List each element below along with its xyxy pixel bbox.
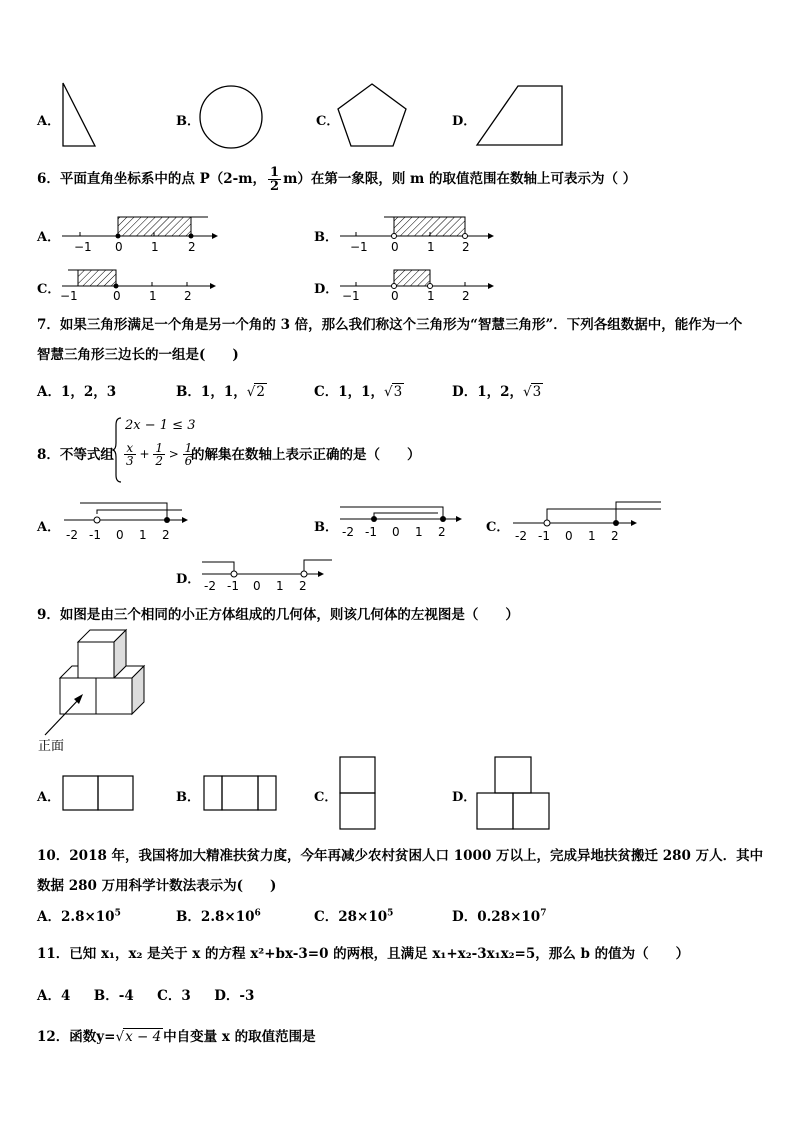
q6-suffix: m）在第一象限，则 m 的取值范围在数轴上可表示为（ ） [283, 171, 637, 187]
q7-option-c-root: 3 [393, 384, 403, 400]
q7-option-d-text: 1，2， [477, 384, 524, 400]
q10-option-c-label: C． [314, 909, 339, 925]
q10-option-d-label: D． [452, 909, 478, 925]
q8-option-b-label[interactable]: B． [314, 520, 338, 535]
q6-question [37, 166, 636, 193]
q11-option-a-label: A． [37, 988, 61, 1004]
q10-option-d-base: 0.28×10 [477, 909, 541, 925]
q10-line1: 10．2018 年，我国将加大精准扶贫力度，今年再减少农村贫困人口 1000 万以上，完成异地扶贫搬迁 280 万人．其中 [37, 848, 764, 864]
q6-option-c-label[interactable]: C． [37, 282, 61, 297]
q10-option-b-base: 2.8×10 [200, 909, 255, 925]
tick-label: 2 [184, 289, 192, 303]
q9-option-c-label[interactable]: C． [314, 790, 338, 805]
q12-question: 12．函数y=√x − 4 中自变量 x 的取值范围是 [37, 1029, 316, 1045]
tick-label: 1 [149, 289, 157, 303]
q8-inequality-1: 2x − 1 ≤ 3 [125, 418, 196, 433]
q9-option-c-view [339, 756, 377, 832]
q7-option-c-text: 1，1， [338, 384, 385, 400]
q6-prefix: 6．平面直角坐标系中的点 P（2-m， [37, 171, 267, 187]
q11-option-b-label: B． [93, 988, 119, 1004]
tick-label: -2 [515, 529, 527, 543]
q10-option-b-label: B． [176, 909, 201, 925]
q8-frac-b-num: 1 [155, 441, 163, 455]
q11-option-b[interactable] [94, 988, 134, 1004]
q7-option-c[interactable]: C．1，1，√3 [314, 384, 403, 400]
q8-number-line-c [511, 498, 666, 544]
q6-frac-num: 1 [270, 165, 280, 180]
tick-label: 0 [391, 240, 399, 254]
tick-label: 1 [151, 240, 159, 254]
tick-label: 1 [415, 525, 423, 539]
q9-option-a-view [62, 775, 136, 813]
q10-option-c[interactable] [314, 905, 393, 925]
tick-label: 0 [115, 240, 123, 254]
q8-option-c-label[interactable]: C． [486, 520, 510, 535]
q10-line2: 数据 280 万用科学计数法表示为( ) [37, 878, 277, 894]
q9-option-d-label[interactable]: D． [452, 790, 477, 805]
q7-option-a[interactable] [37, 380, 116, 400]
q11-option-a-value: 4 [60, 988, 71, 1004]
q7-option-d[interactable]: D．1，2，√3 [452, 384, 542, 400]
q7-option-a-label: A． [37, 384, 61, 400]
q8-option-d-label[interactable]: D． [176, 572, 201, 587]
q11-option-d-value: -3 [239, 988, 255, 1004]
q8-frac-x-den: 3 [126, 454, 134, 468]
q7-line1: 7．如果三角形满足一个角是另一个角的 3 倍，那么我们称这个三角形为“智慧三角形”．下列各组数据中，能作为一个 [37, 317, 743, 333]
tick-label: 2 [162, 528, 170, 542]
q6-number-line-c [60, 266, 220, 306]
q5-option-c-label[interactable]: C． [316, 114, 340, 129]
q8-frac-c-den: 6 [184, 454, 193, 468]
q9-option-b-label[interactable]: B． [176, 790, 200, 805]
q7-option-b-text: 1，1， [200, 384, 247, 400]
tick-label: -1 [538, 529, 550, 543]
q7-option-d-label: D． [452, 384, 478, 400]
q8-prefix: 8．不等式组 [37, 447, 114, 463]
q6-number-line-a [60, 213, 220, 253]
q10-option-a-label: A． [37, 909, 61, 925]
tick-label: 0 [391, 289, 399, 303]
tick-label: −1 [350, 240, 368, 254]
q11-option-a[interactable] [37, 988, 70, 1004]
q7-option-b-label: B． [176, 384, 201, 400]
q10-option-b[interactable] [176, 905, 261, 925]
tick-label: 0 [253, 579, 261, 593]
q9-front-label: 正面 [38, 739, 65, 754]
q8-frac-c-num: 1 [184, 441, 193, 455]
q8-option-a-label[interactable]: A． [37, 520, 61, 535]
q8-number-line-d [200, 558, 335, 596]
tick-label: 0 [392, 525, 400, 539]
tick-label: 2 [438, 525, 446, 539]
q9-question: 9．如图是由三个相同的小正方体组成的几何体，则该几何体的左视图是（ ） [37, 607, 519, 623]
q6-number-line-d [338, 266, 498, 306]
q7-option-b[interactable]: B．1，1，√2 [176, 384, 265, 400]
tick-label: 1 [276, 579, 284, 593]
q8-frac-b-den: 2 [155, 454, 163, 468]
tick-label: -2 [342, 525, 354, 539]
tick-label: -2 [204, 579, 216, 593]
q9-option-d-view [476, 756, 552, 832]
tick-label: 0 [116, 528, 124, 542]
tick-label: 1 [588, 529, 596, 543]
q6-number-line-b [338, 213, 498, 253]
q11-question: 11．已知 x₁，x₂ 是关于 x 的方程 x²+bx-3=0 的两根，且满足 x₁+x₂-3x₁x₂=5，那么 b 的值为（ ） [37, 946, 690, 962]
q7-option-c-label: C． [314, 384, 339, 400]
tick-label: -2 [66, 528, 78, 542]
q6-option-b-label[interactable]: B． [314, 230, 338, 245]
tick-label: 2 [188, 240, 196, 254]
q5-circle-shape [199, 85, 265, 151]
q11-option-c[interactable] [157, 988, 191, 1004]
q10-option-a-exp: 5 [114, 908, 121, 919]
q11-option-b-value: -4 [118, 988, 134, 1004]
q7-option-a-text: 1，2，3 [60, 384, 117, 400]
tick-label: −1 [342, 289, 360, 303]
q10-option-c-base: 28×10 [338, 909, 388, 925]
tick-label: 1 [427, 289, 435, 303]
tick-label: 1 [427, 240, 435, 254]
q6-option-d-label[interactable]: D． [314, 282, 339, 297]
q12-root: x − 4 [125, 1029, 162, 1045]
tick-label: -1 [365, 525, 377, 539]
tick-label: 2 [462, 289, 470, 303]
q5-option-d-label[interactable]: D． [452, 114, 477, 129]
tick-label: -1 [89, 528, 101, 542]
q10-option-a-base: 2.8×10 [60, 909, 115, 925]
tick-label: -1 [227, 579, 239, 593]
q6-frac-den: 2 [270, 179, 280, 194]
q10-option-a[interactable] [37, 905, 121, 925]
tick-label: −1 [74, 240, 92, 254]
q11-option-d[interactable] [214, 988, 254, 1004]
tick-label: 0 [565, 529, 573, 543]
q8-number-line-a [62, 498, 192, 542]
q8-brace [113, 417, 123, 483]
tick-label: 2 [299, 579, 307, 593]
q11-options [37, 984, 254, 1004]
q11-option-c-value: 3 [181, 988, 191, 1004]
q5-pentagon-shape [337, 83, 409, 149]
q8-inequality-2: $\frac{x}{3}$ + $\frac{1}{2}$ > $\frac{1}{6}$ [126, 441, 193, 468]
q9-option-b-view [203, 775, 279, 813]
q10-option-b-exp: 6 [254, 908, 261, 919]
q5-right-triangle-shape [62, 82, 98, 148]
tick-label: −1 [60, 289, 78, 303]
q11-option-c-label: C． [157, 988, 182, 1004]
q7-option-d-root: 3 [532, 384, 542, 400]
q8-suffix: 的解集在数轴上表示正确的是（ ） [191, 447, 421, 463]
q12-prefix: 12．函数y= [37, 1029, 116, 1045]
q11-option-d-label: D． [214, 988, 240, 1004]
q7-option-b-root: 2 [256, 384, 265, 400]
q12-suffix: 中自变量 x 的取值范围是 [163, 1029, 316, 1045]
q8-frac-x-num: x [124, 442, 136, 455]
tick-label: 1 [139, 528, 147, 542]
q10-option-d-exp: 7 [540, 908, 547, 919]
q8-number-line-b [338, 503, 468, 543]
tick-label: 2 [611, 529, 619, 543]
q5-option-b-label[interactable]: B． [176, 114, 200, 129]
tick-label: 0 [113, 289, 121, 303]
q9-option-a-label[interactable]: A． [37, 790, 61, 805]
q10-option-d[interactable] [452, 905, 546, 925]
q10-option-c-exp: 5 [387, 908, 394, 919]
q5-trapezoid-shape [476, 85, 566, 147]
q5-option-a-label[interactable]: A． [37, 114, 61, 129]
q7-line2: 智慧三角形三边长的一组是( ) [37, 347, 239, 363]
q6-option-a-label[interactable]: A． [37, 230, 61, 245]
tick-label: 2 [462, 240, 470, 254]
q9-arrow-icon [40, 690, 90, 740]
